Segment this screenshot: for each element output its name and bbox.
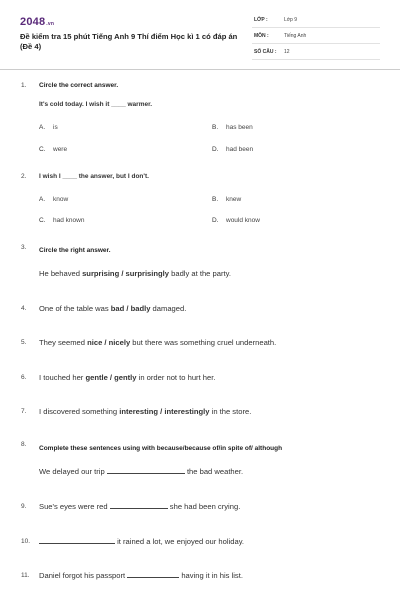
- answer-blank[interactable]: [39, 537, 115, 544]
- option-b[interactable]: [212, 196, 241, 203]
- option-d[interactable]: [212, 146, 253, 153]
- option-letter: D.: [212, 146, 219, 153]
- sentence-part: Sue's eyes were red: [39, 502, 110, 511]
- question-number: 9.: [21, 503, 27, 510]
- question-sentence: [39, 467, 243, 476]
- sentence-part: I discovered something: [39, 407, 120, 416]
- logo-main: 2048: [20, 16, 46, 28]
- option-letter: B.: [212, 196, 219, 203]
- option-text: knew: [226, 196, 242, 203]
- option-a[interactable]: [39, 124, 58, 131]
- sentence-part: He behaved: [39, 269, 83, 278]
- option-letter: C.: [39, 146, 46, 153]
- option-letter: D.: [212, 217, 219, 224]
- answer-blank: ____: [62, 173, 77, 180]
- document-title: Đề kiểm tra 15 phút Tiếng Anh 9 Thí điểm Học kì 1 có đáp án (Đề 4): [20, 32, 238, 51]
- answer-blank[interactable]: [107, 467, 185, 474]
- question-instruction: Circle the right answer.: [39, 247, 111, 254]
- sentence-part: They seemed: [39, 338, 88, 347]
- question-number: 4.: [21, 305, 27, 312]
- header-divider: [0, 69, 400, 70]
- question-number: 6.: [21, 374, 27, 381]
- answer-blank[interactable]: [110, 502, 168, 509]
- question-sentence: [39, 502, 240, 511]
- sentence-part: One of the table was: [39, 304, 111, 313]
- sentence-part: Daniel forgot his passport: [39, 571, 128, 580]
- meta-row-subject: [252, 30, 380, 44]
- question-number: 2.: [21, 173, 27, 180]
- question-sentence: [39, 537, 244, 546]
- option-c[interactable]: [39, 217, 84, 224]
- sentence-part: I touched her: [39, 373, 86, 382]
- question-instruction: Circle the correct answer.: [39, 82, 119, 89]
- question-sentence: [39, 101, 152, 108]
- sentence-part: having it in his list.: [179, 571, 243, 580]
- question-instruction: Complete these sentences using with because/because of/in spite of/ although: [39, 445, 283, 452]
- question-sentence: [39, 373, 215, 382]
- option-d[interactable]: [212, 217, 260, 224]
- option-letter: C.: [39, 217, 46, 224]
- meta-value: Lớp 9: [284, 17, 298, 23]
- question-number: 8.: [21, 441, 27, 448]
- sentence-part: warmer.: [125, 101, 153, 108]
- word-choice[interactable]: nice / nicely: [87, 338, 131, 347]
- word-choice[interactable]: surprising / surprisingly: [82, 269, 170, 278]
- sentence-part: she had been crying.: [167, 502, 241, 511]
- meta-row-class: [252, 14, 380, 28]
- sentence-part: but there was something cruel underneath.: [130, 338, 277, 347]
- option-letter: B.: [212, 124, 219, 131]
- meta-label: SỐ CÂU :: [254, 49, 277, 55]
- logo-suffix: .vn: [46, 21, 55, 27]
- question-number: 10.: [21, 538, 31, 545]
- option-letter: A.: [39, 196, 46, 203]
- question-sentence: [39, 173, 149, 180]
- meta-row-count: [252, 46, 380, 60]
- option-text: were: [53, 146, 68, 153]
- sentence-part: it rained a lot, we enjoyed our holiday.: [115, 537, 245, 546]
- sentence-part: in order not to hurt her.: [136, 373, 216, 382]
- sentence-part: in the store.: [209, 407, 252, 416]
- sentence-part: the bad weather.: [184, 467, 244, 476]
- option-a[interactable]: [39, 196, 68, 203]
- option-text: had been: [226, 146, 254, 153]
- word-choice[interactable]: gentle / gently: [85, 373, 137, 382]
- meta-value: Tiếng Anh: [284, 33, 307, 39]
- question-sentence: [39, 338, 276, 347]
- meta-value: 12: [284, 49, 290, 55]
- meta-label: LỚP :: [254, 17, 268, 23]
- option-letter: A.: [39, 124, 46, 131]
- meta-info: [252, 14, 380, 62]
- option-text: had known: [53, 217, 85, 224]
- word-choice[interactable]: interesting / interestingly: [119, 407, 210, 416]
- sentence-part: damaged.: [150, 304, 187, 313]
- question-number: 11.: [21, 572, 30, 579]
- sentence-part: It's cold today. I wish it: [39, 101, 110, 108]
- option-text: know: [53, 196, 69, 203]
- sentence-part: the answer, but I don't.: [76, 173, 149, 180]
- answer-blank: ____: [111, 101, 126, 108]
- option-text: would know: [226, 217, 260, 224]
- question-number: 3.: [21, 244, 27, 251]
- question-number: 5.: [21, 339, 27, 346]
- meta-label: MÔN :: [254, 33, 269, 39]
- option-b[interactable]: [212, 124, 253, 131]
- sentence-part: We delayed our trip: [39, 467, 107, 476]
- sentence-part: badly at the party.: [169, 269, 231, 278]
- question-sentence: [39, 269, 231, 278]
- site-logo[interactable]: [20, 16, 54, 28]
- question-sentence: [39, 571, 243, 580]
- option-text: has been: [226, 124, 253, 131]
- option-text: is: [53, 124, 58, 131]
- question-number: 7.: [21, 408, 27, 415]
- option-c[interactable]: [39, 146, 67, 153]
- page-header: [0, 0, 400, 66]
- question-sentence: [39, 304, 186, 313]
- question-number: 1.: [21, 82, 27, 89]
- question-sentence: [39, 407, 251, 416]
- word-choice[interactable]: bad / badly: [110, 304, 151, 313]
- sentence-part: I wish I: [39, 173, 61, 180]
- answer-blank[interactable]: [127, 571, 179, 578]
